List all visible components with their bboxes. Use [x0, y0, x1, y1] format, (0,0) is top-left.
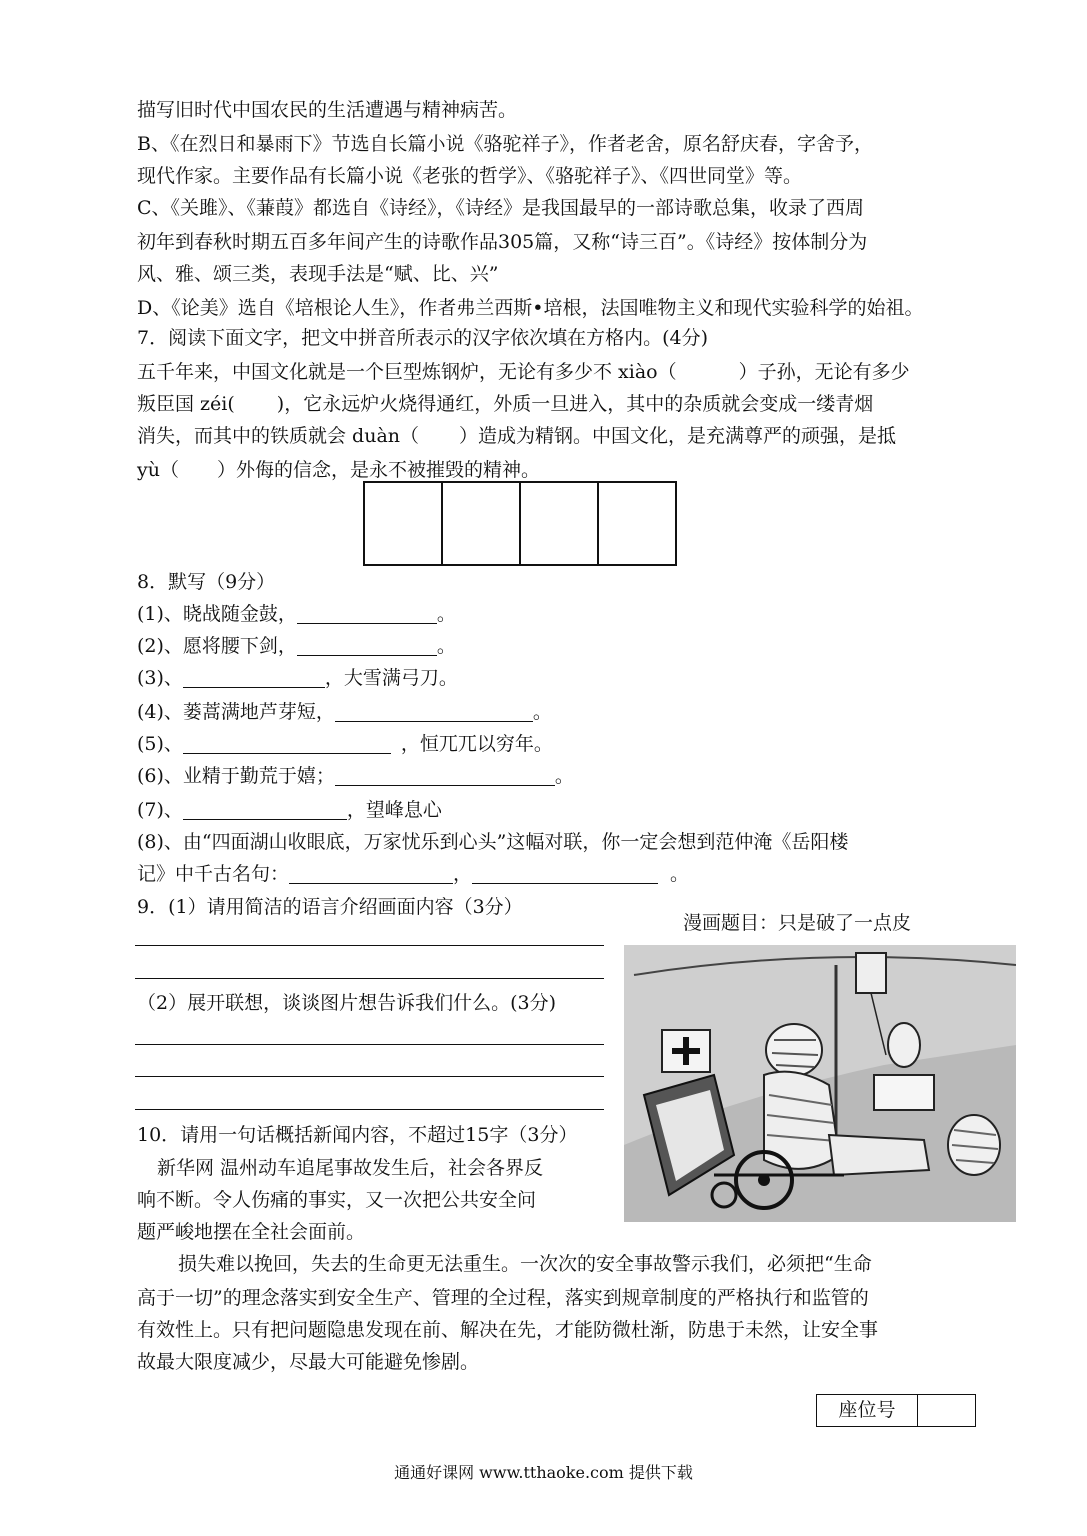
text-line: 现代作家。主要作品有长篇小说《老张的哲学》、《骆驼祥子》、《四世同堂》等。: [137, 165, 803, 187]
news-line: 有效性上。只有把问题隐患发现在前、解决在先，才能防微杜渐，防患于未然，让安全事: [137, 1319, 879, 1341]
seat-number-box: [816, 1394, 976, 1427]
answer-blank[interactable]: [472, 863, 658, 884]
passage-line: yù（ ）外侮的信念，是永不被摧毁的精神。: [137, 459, 540, 481]
option-b-line: B、《在烈日和暴雨下》节选自长篇小说《骆驼祥子》，作者老舍，原名舒庆春，字舍予，: [137, 133, 873, 155]
page-footer: 通通好课网 www.tthaoke.com 提供下载: [394, 1463, 693, 1482]
cartoon-image: [624, 945, 1016, 1222]
passage-line: 五千年来，中国文化就是一个巨型炼钢炉，无论有多少不 xiào（ ）子孙，无论有多少: [137, 361, 910, 383]
cartoon-title: 漫画题目：只是破了一点皮: [683, 912, 912, 934]
option-c-line: C、《关雎》、《蒹葭》都选自《诗经》，《诗经》是我国最早的一部诗歌总集，收录了西周: [137, 197, 865, 219]
dictation-item: 记》中千古名句： ， 。: [137, 863, 690, 885]
answer-cell[interactable]: [443, 483, 521, 564]
answer-blank[interactable]: [297, 603, 437, 624]
answer-line[interactable]: [135, 978, 604, 979]
question-10-title: 10．请用一句话概括新闻内容，不超过15字（3分）: [137, 1124, 578, 1146]
dictation-item: (6)、业精于勤荒于嬉； 。: [137, 765, 574, 787]
answer-line[interactable]: [135, 1044, 604, 1045]
question-7-title: 7．阅读下面文字，把文中拼音所表示的汉字依次填在方格内。(4分): [137, 327, 709, 349]
news-line: 故最大限度减少，尽最大可能避免惨剧。: [137, 1351, 480, 1373]
dictation-item: (1)、晓战随金鼓， 。: [137, 603, 456, 625]
passage-line: 叛臣国 zéi( )，它永远炉火烧得通红，外质一旦进入，其中的杂质就会变成一缕青烟: [137, 393, 874, 415]
option-d-line: D、《论美》选自《培根论人生》，作者弗兰西斯•培根，法国唯物主义和现代实验科学的始祖。: [137, 297, 924, 319]
dictation-item: (5)、 ，恒兀兀以穷年。: [137, 733, 553, 755]
news-line: 损失难以挽回，失去的生命更无法重生。一次次的安全事故警示我们，必须把“生命: [178, 1253, 872, 1275]
news-line: 新华网 温州动车追尾事故发生后，社会各界反: [157, 1157, 544, 1179]
question-9-part-1: 9．(1）请用简洁的语言介绍画面内容（3分）: [137, 896, 523, 918]
question-9-part-2: （2）展开联想，谈谈图片想告诉我们什么。(3分): [137, 992, 557, 1014]
seat-number-label: 座位号: [817, 1395, 918, 1426]
answer-cell[interactable]: [365, 483, 443, 564]
answer-line[interactable]: [135, 945, 604, 946]
answer-blank[interactable]: [183, 667, 325, 688]
answer-blank[interactable]: [183, 799, 347, 820]
text-line: 风、雅、颂三类，表现手法是“赋、比、兴”: [137, 263, 499, 285]
answer-line[interactable]: [135, 1109, 604, 1110]
dictation-item: (4)、蒌蒿满地芦芽短， 。: [137, 701, 552, 723]
dictation-item: (7)、 ，望峰息心: [137, 799, 442, 821]
passage-line: 消失，而其中的铁质就会 duàn（ ）造成为精钢。中国文化，是充满尊严的顽强，是抵: [137, 425, 897, 447]
news-line: 响不断。令人伤痛的事实，又一次把公共安全问: [137, 1189, 537, 1211]
question-8-title: 8．默写（9分）: [137, 571, 276, 593]
answer-blank[interactable]: [335, 701, 533, 722]
cartoon-drawing: [624, 945, 1016, 1222]
answer-blank[interactable]: [297, 635, 437, 656]
dictation-item: (2)、愿将腰下剑， 。: [137, 635, 456, 657]
answer-cell[interactable]: [521, 483, 599, 564]
answer-cell[interactable]: [599, 483, 675, 564]
text-line: 描写旧时代中国农民的生活遭遇与精神病苦。: [137, 99, 518, 121]
answer-grid[interactable]: [363, 481, 677, 566]
dictation-item: (8)、由“四面湖山收眼底，万家忧乐到心头”这幅对联，你一定会想到范仲淹《岳阳楼: [137, 831, 849, 853]
answer-blank[interactable]: [335, 765, 555, 786]
news-line: 题严峻地摆在全社会面前。: [137, 1221, 366, 1243]
seat-number-field[interactable]: [918, 1395, 975, 1426]
news-line: 高于一切”的理念落实到安全生产、管理的全过程，落实到规章制度的严格执行和监管的: [137, 1287, 869, 1309]
answer-blank[interactable]: [289, 863, 453, 884]
answer-blank[interactable]: [183, 733, 391, 754]
answer-line[interactable]: [135, 1076, 604, 1077]
dictation-item: (3)、 ，大雪满弓刀。: [137, 667, 458, 689]
text-line: 初年到春秋时期五百多年间产生的诗歌作品305篇，又称“诗三百”。《诗经》按体制分为: [137, 231, 868, 253]
